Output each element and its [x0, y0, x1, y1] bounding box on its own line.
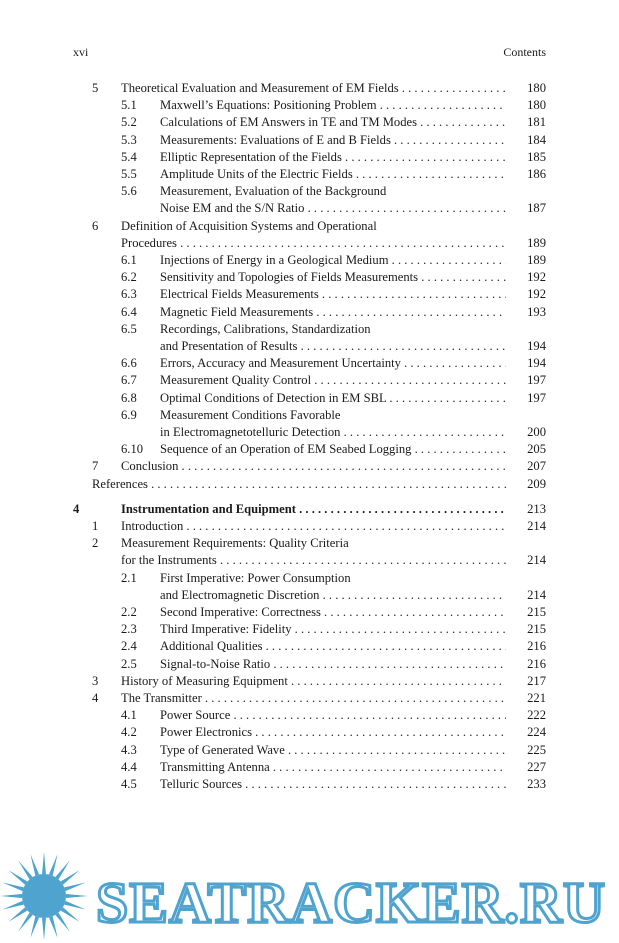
toc-entry-title: Recordings, Calibrations, Standardization [160, 321, 371, 336]
toc-entry-number: 2.3 [121, 622, 137, 637]
toc-entry-number: 5.4 [121, 149, 137, 164]
toc-entry-title: Additional Qualities . . . [160, 638, 506, 655]
toc-entry-title: Measurement Conditions Favorable [160, 407, 341, 422]
toc-entry-page: 181 [510, 114, 546, 131]
toc-entry [0, 776, 619, 793]
toc-entry-number: 3 [92, 673, 99, 688]
toc-entry-page: 180 [510, 97, 546, 114]
toc-entry-number: 4 [73, 501, 80, 516]
toc-entry [0, 166, 619, 183]
toc-entry-title: Conclusion . . . [121, 458, 506, 475]
toc-entry-title: Procedures . . . [121, 235, 506, 252]
toc-entry-title: Introduction . . . [121, 518, 506, 535]
toc-entry-number: 4.2 [121, 725, 137, 740]
toc-entry-page: 194 [510, 355, 546, 372]
toc-entry-title: Instrumentation and Equipment . . . [121, 501, 506, 518]
toc-entry-title: in Electromagnetotelluric Detection . . . [160, 424, 506, 441]
toc-entry-page: 197 [510, 390, 546, 407]
toc-entry-number: 6 [92, 218, 99, 233]
toc-entry [0, 114, 619, 131]
toc-entry-number: 1 [92, 519, 99, 533]
toc-entry-page: 225 [510, 742, 546, 759]
toc-entry-page: 227 [510, 759, 546, 776]
toc-entry-number: 6.2 [121, 270, 137, 285]
toc-entry-title: Theoretical Evaluation and Measurement of EM Fields . . . [121, 80, 506, 97]
toc-entry [0, 604, 619, 621]
toc-entry-number: 6.7 [121, 373, 137, 388]
toc-entry [0, 390, 619, 407]
toc-entry-title: The Transmitter . . . [121, 690, 506, 707]
toc-entry-title: History of Measuring Equipment . . . [121, 673, 506, 690]
toc-entry-title: Power Electronics . . . [160, 724, 506, 741]
toc-entry-title: and Presentation of Results . . . [160, 338, 506, 355]
toc-entry-number: 4.1 [121, 708, 137, 723]
toc-entry-title: Sequence of an Operation of EM Seabed Logging . . . [160, 441, 506, 458]
toc-entry-title: and Electromagnetic Discretion . . . [160, 587, 506, 604]
toc-entry-number: 6.10 [121, 442, 144, 457]
toc-entry-title: Errors, Accuracy and Measurement Uncertainty . . . [160, 355, 506, 372]
toc-entry-number: 5.6 [121, 184, 137, 199]
toc-entry-title: Third Imperative: Fidelity . . . [160, 621, 506, 638]
toc-entry-page: 222 [510, 707, 546, 724]
toc-entry [0, 252, 619, 269]
toc-entry-title: Definition of Acquisition Systems and Operational [121, 218, 377, 233]
toc-entry [0, 707, 619, 724]
toc-chapter-entry [0, 501, 619, 518]
toc-entry [0, 97, 619, 114]
sun-logo-icon [0, 852, 88, 940]
toc-entry [0, 724, 619, 741]
toc-entry-title: Calculations of EM Answers in TE and TM Modes . . . [160, 114, 506, 131]
toc-entry-page: 186 [510, 166, 546, 183]
toc-entry-number: 2.1 [121, 570, 137, 585]
toc-entry-page: 200 [510, 424, 546, 441]
toc-entry-title: Elliptic Representation of the Fields . . . [160, 149, 506, 166]
toc-entry-number: 6.5 [121, 321, 137, 336]
toc-entry [0, 321, 619, 338]
toc-entry [0, 338, 619, 355]
toc-entry-page: 197 [510, 372, 546, 389]
toc-entry-number: 6.6 [121, 356, 137, 371]
toc-entry-title: References . . . [92, 476, 506, 493]
toc-entry [0, 742, 619, 759]
toc-entry-number: 4 [92, 691, 99, 705]
toc-entry-page: 224 [510, 724, 546, 741]
toc-entry-title: Type of Generated Wave . . . [160, 742, 506, 759]
toc-entry-page: 187 [510, 200, 546, 217]
watermark [0, 850, 619, 943]
toc-entry-number: 5 [92, 81, 99, 95]
toc-entry-number: 6.8 [121, 390, 137, 405]
toc-entry [0, 570, 619, 587]
toc-entry-title: Signal-to-Noise Ratio . . . [160, 656, 506, 673]
toc-entry-page: 189 [510, 252, 546, 269]
toc-entry-number: 5.1 [121, 98, 137, 113]
toc-entry-page: 216 [510, 656, 546, 673]
toc-entry [0, 673, 619, 690]
toc-entry-number: 4.4 [121, 759, 137, 774]
toc-entry [0, 621, 619, 638]
toc-entry-page: 233 [510, 776, 546, 793]
toc-entry-page: 221 [510, 690, 546, 707]
toc-entry-number: 6.9 [121, 407, 137, 422]
toc-entry [0, 304, 619, 321]
toc-entry-number: 4.5 [121, 777, 137, 791]
watermark-text: SEATRACKER.RU [96, 870, 606, 935]
toc-entry [0, 424, 619, 441]
toc-entry [0, 476, 619, 493]
toc-entry-title: Measurement Quality Control . . . [160, 372, 506, 389]
toc-entry [0, 372, 619, 389]
toc-entry [0, 183, 619, 200]
toc-entry-title: Second Imperative: Correctness . . . [160, 604, 506, 621]
toc-entry [0, 218, 619, 235]
toc-entry [0, 552, 619, 569]
toc-entry [0, 80, 619, 97]
toc-entry-page: 189 [510, 235, 546, 252]
toc-entry-page: 180 [510, 80, 546, 97]
toc-entry-title: Transmitting Antenna . . . [160, 759, 506, 776]
toc-entry-title: Telluric Sources . . . [160, 776, 506, 793]
toc-entry-number: 6.1 [121, 253, 137, 267]
toc-entry-number: 6.3 [121, 287, 137, 302]
toc-entry [0, 132, 619, 149]
toc-entry-page: 214 [510, 587, 546, 604]
toc-entry-number: 7 [92, 459, 99, 474]
toc-entry-number: 2.5 [121, 656, 137, 671]
toc-entry [0, 518, 619, 535]
toc-entry-page: 215 [510, 604, 546, 621]
toc-entry-number: 5.2 [121, 115, 137, 130]
running-header-title: Contents [503, 45, 546, 59]
running-header-page-number: xvi [73, 45, 89, 59]
toc-entry-page: 192 [510, 286, 546, 303]
toc-entry-number: 2.2 [121, 605, 137, 619]
toc-entry-page: 214 [510, 518, 546, 535]
toc-entry-title: Sensitivity and Topologies of Fields Measurements . . . [160, 269, 506, 286]
toc-entry-page: 193 [510, 304, 546, 321]
toc-entry-title: Power Source . . . [160, 707, 506, 724]
toc-entry [0, 690, 619, 707]
toc-entry-page: 194 [510, 338, 546, 355]
toc-entry-title: Measurement, Evaluation of the Background [160, 184, 387, 199]
toc-entry [0, 441, 619, 458]
toc-entry-number: 5.3 [121, 132, 137, 147]
toc-entry-title: Optimal Conditions of Detection in EM SBL . . . [160, 390, 506, 407]
toc-entry [0, 759, 619, 776]
toc-entry-title: Injections of Energy in a Geological Medium . . . [160, 252, 506, 269]
toc-entry-page: 214 [510, 552, 546, 569]
toc-entry [0, 235, 619, 252]
toc-entry [0, 200, 619, 217]
toc-entry-page: 205 [510, 441, 546, 458]
toc-entry-title: Measurements: Evaluations of E and B Fields . . . [160, 132, 506, 149]
toc-entry-title: Magnetic Field Measurements . . . [160, 304, 506, 321]
toc-entry-page: 217 [510, 673, 546, 690]
toc-entry-number: 6.4 [121, 304, 137, 319]
toc-entry-number: 4.3 [121, 742, 137, 757]
toc-entry-title: Electrical Fields Measurements . . . [160, 286, 506, 303]
toc-entry [0, 587, 619, 604]
toc-entry-title: for the Instruments . . . [121, 552, 506, 569]
toc-entry [0, 286, 619, 303]
toc-entry [0, 535, 619, 552]
toc-entry [0, 269, 619, 286]
toc-entry-page: 185 [510, 149, 546, 166]
toc-entry-title: Noise EM and the S/N Ratio . . . [160, 200, 506, 217]
toc-entry [0, 149, 619, 166]
toc-entry-title: Amplitude Units of the Electric Fields . . . [160, 166, 506, 183]
toc-entry-page: 216 [510, 638, 546, 655]
toc-entry [0, 656, 619, 673]
toc-entry-title: Maxwell’s Equations: Positioning Problem . . . [160, 97, 506, 114]
toc-entry-page: 209 [510, 476, 546, 493]
toc-entry [0, 638, 619, 655]
toc-entry-title: First Imperative: Power Consumption [160, 570, 351, 585]
toc-entry-number: 2 [92, 536, 99, 551]
toc-entry-page: 184 [510, 132, 546, 149]
toc-entry-page: 213 [510, 501, 546, 518]
toc-entry-number: 5.5 [121, 167, 137, 181]
toc-entry-number: 2.4 [121, 639, 137, 654]
toc-entry [0, 355, 619, 372]
toc-entry-page: 215 [510, 621, 546, 638]
toc-entry-page: 207 [510, 458, 546, 475]
toc-entry-page: 192 [510, 269, 546, 286]
toc-entry-title: Measurement Requirements: Quality Criteria [121, 536, 349, 551]
toc-entry [0, 458, 619, 475]
toc-entry [0, 407, 619, 424]
